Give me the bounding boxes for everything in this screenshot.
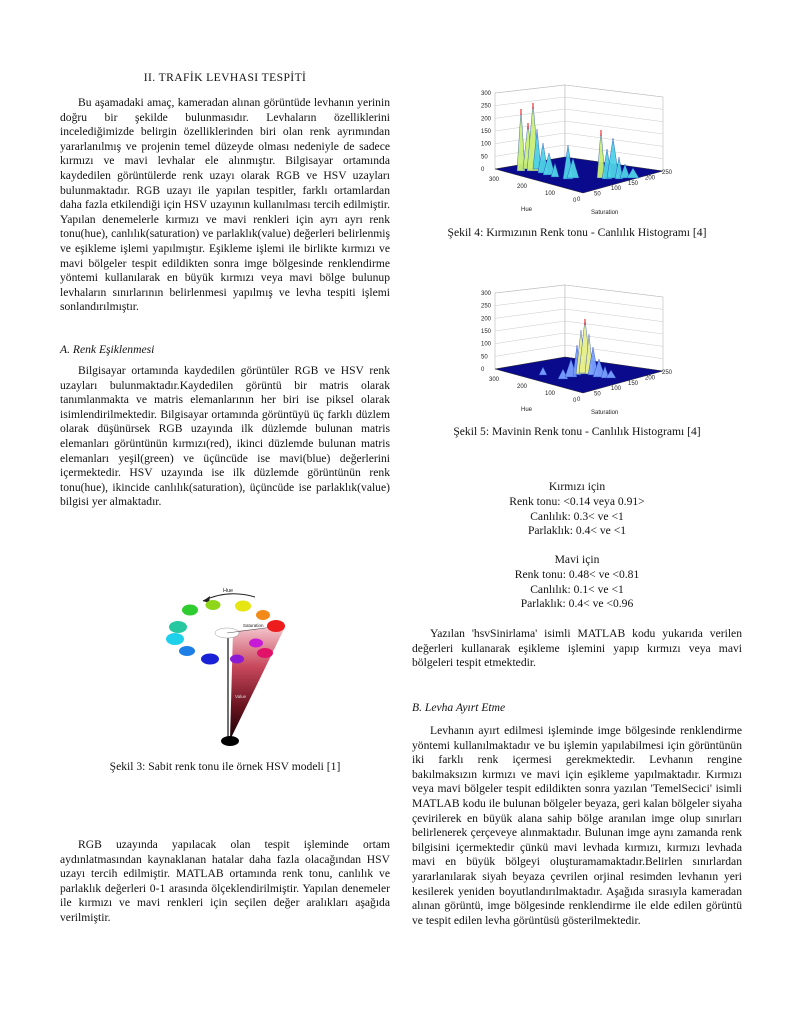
- hue-dot-cyan: [166, 633, 184, 645]
- intro-paragraph-block: [60, 96, 390, 315]
- back-wall-left: [495, 285, 565, 369]
- hue-dot-orange: [256, 610, 270, 620]
- hue-tick-label: 300: [489, 377, 500, 383]
- z-tick-label: 200: [481, 116, 492, 123]
- subsection-renk-esiklenmesi: A. Renk Eşiklenmesi: [60, 343, 155, 356]
- red-histogram-figure: [473, 83, 673, 223]
- blue-threshold-value: Parlaklık: 0.4< ve <0.96: [520, 597, 634, 611]
- subsection-levha-ayirt-etme: B. Levha Ayırt Etme: [412, 701, 506, 714]
- hue-tick-label: 100: [545, 391, 556, 397]
- hue-dot-teal: [169, 621, 187, 633]
- red-threshold-hue: Renk tonu: <0.14 veya 0.91>: [509, 494, 645, 508]
- z-tick-label: 150: [481, 129, 492, 135]
- hue-axis-label: Hue: [521, 407, 533, 413]
- red-threshold-value: Parlaklık: 0.4< ve <1: [527, 524, 627, 538]
- intro-paragraph: Bu aşamadaki amaç, kameradan alınan görüntüde levhanın yerinin doğru bir şekilde bulunmasıdır. Levhaların özelliklerini incelediğimizde belirgin özelliklerinden biri olan renk ayrımından yararlanılmış ve projenin temel düzeyde olması nedeniyle de sadece kırmızı ve mavi levhalar ele alınmıştır. Bilgisayar ortamında kaydedilen görüntülerde renk uzayı olarak RGB ve HSV uzayları bulunmaktadır. RGB uzayı ile yapılan tespitler, farklı ortamlardan daha fazla etkilendiği için HSV uzayının kullanılması tercih edilmiştir. Yapılan denemelerle kırmızı ve mavi renkleri için ayrı ayrı renk tonu(hue), canlılık(saturation) ve parlaklık(value) değerleri belirlenmiş ve eşikleme işlemi yapılmıştır. Eşikleme işlemi ile birlikte kırmızı ve mavi bölgeler tespit edildikten sonra imge bölgesinde renklendirme yöntemi kullanılarak en büyük kırmızı veya mavi bölge bulunup levhaların sınırlarının belirlenmesi yapılmış ve levha tespiti işlemi sonlandırılmıştır.: [60, 96, 390, 314]
- z-tick-label: 100: [481, 341, 492, 348]
- hue-tick-label: 300: [489, 177, 500, 183]
- red-threshold-block: [412, 480, 742, 539]
- blue-threshold-heading: Mavi için: [554, 553, 600, 566]
- z-tick-label: 50: [481, 154, 488, 161]
- section-heading: II. TRAFİK LEVHASI TESPİTİ: [143, 71, 307, 84]
- saturation-tick-label: 250: [662, 170, 673, 176]
- fig4-caption: Şekil 4: Kırmızının Renk tonu - Canlılık Histogramı [4]: [447, 226, 707, 239]
- red-threshold-heading: Kırmızı için: [548, 480, 606, 493]
- saturation-tick-label: 0: [577, 397, 581, 403]
- hue-dot-azure: [179, 646, 195, 656]
- blue-histogram-svg: [473, 283, 673, 423]
- z-tick-label: 150: [481, 329, 492, 335]
- z-tick-label: 300: [481, 291, 492, 297]
- saturation-tick-label: 100: [611, 386, 622, 393]
- fig5-caption: Şekil 5: Mavinin Renk tonu - Canlılık Histogramı [4]: [453, 425, 701, 438]
- levha-paragraph-block: [412, 724, 742, 928]
- blue-threshold-hue: Renk tonu: 0.48< ve <0.81: [514, 567, 640, 581]
- hue-dot-rose: [257, 648, 273, 658]
- hue-dot-green: [182, 605, 198, 616]
- blue-threshold-block: [412, 553, 742, 612]
- hue-tick-label: 0: [573, 198, 577, 204]
- saturation-tick-label: 0: [577, 197, 581, 203]
- rgb-paragraph: RGB uzayında yapılacak olan tespit işleminde ortam aydınlatmasından kaynaklanan hatalar daha fazla olacağından HSV uzayı tercih edilmiştir. MATLAB ortamında renk tonu, canlılık ve parlaklık değerleri 0-1 arasında ölçeklendirilmiştir. Yapılan denemeler ile kırmızı ve mavi renkleri için seçilen değer aralıkları aşağıda verilmiştir.: [60, 838, 390, 924]
- z-tick-label: 250: [481, 103, 492, 110]
- cone-base: [221, 736, 239, 746]
- hue-dot-blue: [201, 654, 219, 665]
- z-tick-label: 50: [481, 354, 488, 361]
- renk-paragraph: Bilgisayar ortamında kaydedilen görüntüler RGB ve HSV renk uzayları bulunmaktadır.Kaydedilen görüntü bir matris olarak tanımlanmakta ve matris elemanlarının her biri ise piksel olarak isimlendirilmektedir. Bilgisayar ortamında görüntüyü üç farklı düzlem olarak düşünürsek RGB uzayında ilk düzlemde bulunan matris elemanları görüntünün kırmızı(red), ikinci düzlemde bulunan matris elemanları yeşil(green) ve üçüncüde ise mavi(blue) değerlerini içermektedir. HSV uzayında ise ilk düzlemde görüntünün renk tonu(hue), ikincide canlılık(saturation), üçüncüde ise parlaklık(value) bilgisi yer almaktadır.: [60, 364, 390, 509]
- red-histogram-svg: [473, 83, 673, 223]
- blue-histogram-figure: [473, 283, 673, 423]
- saturation-tick-label: 200: [645, 375, 656, 382]
- hue-label: Hue: [223, 588, 234, 594]
- saturation-tick-label: 50: [594, 191, 601, 198]
- z-tick-label: 100: [481, 141, 492, 148]
- renk-paragraph-block: [60, 364, 390, 510]
- saturation-tick-label: 150: [628, 180, 639, 187]
- z-tick-label: 300: [481, 91, 492, 97]
- matlab-paragraph: Yazılan 'hsvSinirlama' isimli MATLAB kodu yukarıda verilen değerleri kullanarak eşikleme işlemini yapıp kırmızı veya mavi bölgeleri tespit etmektedir.: [412, 627, 742, 670]
- hue-dot-violet: [230, 655, 244, 664]
- saturation-axis-label: Saturation: [591, 410, 619, 416]
- saturation-tick-label: 50: [594, 391, 601, 398]
- saturation-axis-label: Saturation: [591, 210, 619, 216]
- hue-axis-label: Hue: [521, 207, 533, 213]
- hue-dot-yellow: [235, 601, 251, 612]
- rgb-paragraph-block: [60, 838, 390, 926]
- fig3-caption: Şekil 3: Sabit renk tonu ile örnek HSV modeli [1]: [109, 760, 341, 773]
- z-tick-label: 0: [481, 167, 485, 173]
- value-label: Value: [235, 694, 247, 699]
- hue-tick-label: 0: [573, 398, 577, 404]
- z-tick-label: 200: [481, 316, 492, 323]
- saturation-tick-label: 100: [611, 186, 622, 193]
- hue-dot-red: [267, 620, 285, 632]
- red-threshold-saturation: Canlılık: 0.3< ve <1: [530, 509, 624, 523]
- z-tick-label: 250: [481, 303, 492, 310]
- z-tick-label: 0: [481, 367, 485, 373]
- saturation-tick-label: 200: [645, 175, 656, 182]
- hsv-cone-svg: [155, 583, 305, 751]
- hsv-model-figure: [155, 583, 305, 751]
- levha-paragraph: Levhanın ayırt edilmesi işleminde imge bölgesinde renklendirme yöntemi kullanılmaktadır ve bu işlemin yapılabilmesi için görüntünün iki farklı renk içermesi gerekmektedir. Levhanın rengine bakılmaksızın kırmızı ve mavi için eşikleme yapılmaktadır. Kırmızı veya mavi bölgeler tespit edildikten sonra yazılan 'TemelSecici' isimli MATLAB kodu ile bulunan bölgeler beyaza, geri kalan bölgeler siyaha çevirilerek en büyük alana sahip bölge aranılan imge olup sınırları belirlenerek çerçeveye alınmaktadır. Bulunan imge aynı zamanda renk bilgisini içermektedir çünkü mavi levhada kırmızı, kırmızı levhada mavi en büyük bölgeyi oluşturamamaktadır.Belirlen sınırlardan yararlanılarak siyah beyaza çevrilen orjinal resimden levhanın yeri kesilerek yeniden boyutlandırılmaktadır. Aşağıda sırasıyla kameradan alınan görüntü, imge bölgesinde renklendirme ile elde edilen görüntü ve tespit edilen levha görüntüsü gösterilmektedir.: [412, 724, 742, 927]
- matlab-paragraph-block: [412, 627, 742, 671]
- saturation-tick-label: 150: [628, 380, 639, 387]
- hue-dot-lime: [206, 600, 221, 610]
- hue-tick-label: 200: [517, 384, 528, 390]
- hue-tick-label: 200: [517, 184, 528, 190]
- hue-arrow: [203, 594, 255, 601]
- saturation-tick-label: 250: [662, 370, 673, 376]
- blue-threshold-saturation: Canlılık: 0.1< ve <1: [530, 582, 624, 596]
- saturation-label: Saturation: [243, 623, 264, 628]
- hue-dot-magenta: [249, 639, 263, 648]
- hue-tick-label: 100: [545, 191, 556, 197]
